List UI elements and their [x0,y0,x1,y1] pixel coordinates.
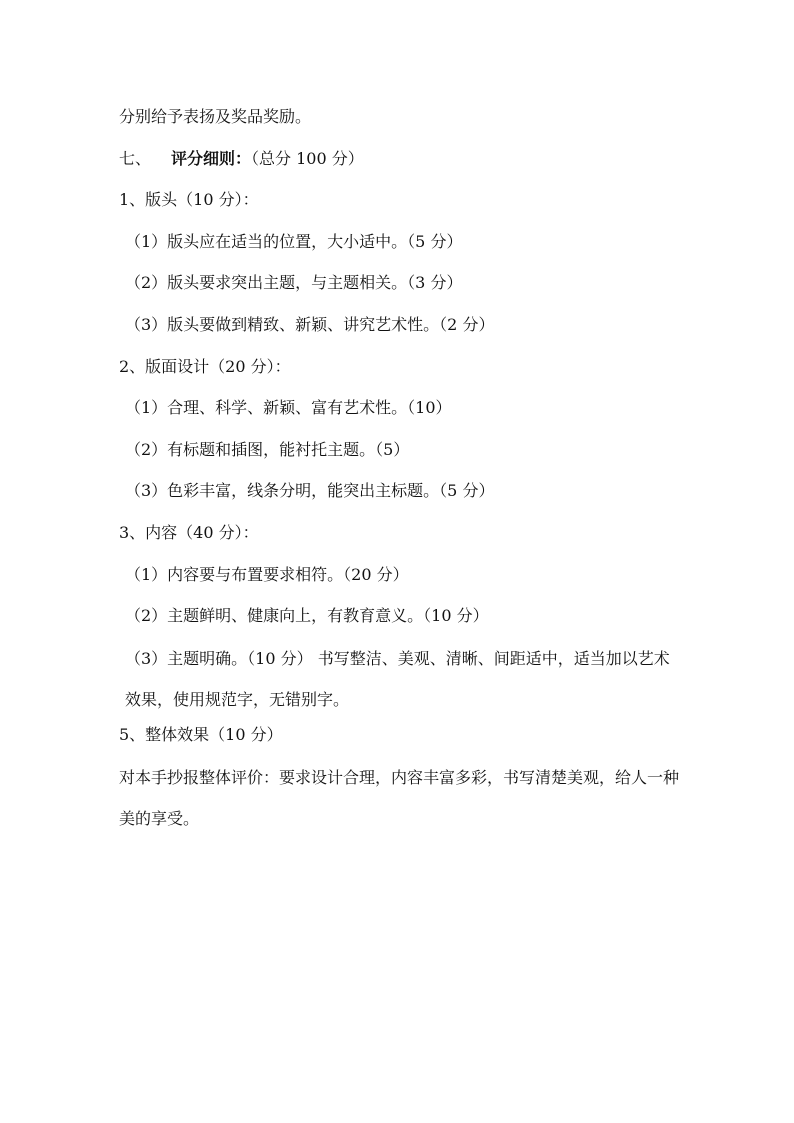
intro-paragraph: 分别给予表扬及奖品奖励。 [119,107,312,126]
criteria-item: （3）版头要做到精致、新颖、讲究艺术性。（2 分） [125,314,495,334]
section-number: 七、 [119,148,152,168]
document-body [119,103,679,840]
section-title: 评分细则： [171,148,252,168]
group-heading-content: 3、内容（40 分）： [119,522,259,542]
closing-paragraph: 对本手抄报整体评价：要求设计合理，内容丰富多彩，书写清楚美观，给人一种美的享受。 [119,767,680,829]
section-heading [119,145,679,187]
group-heading-banner: 1、版头（10 分）： [119,190,259,210]
criteria-item: （2）有标题和插图，能衬托主题。（5） [125,439,410,459]
group-heading-overall: 5、整体效果（10 分） [119,724,283,744]
criteria-item: （3）色彩丰富，线条分明，能突出主标题。（5 分） [125,481,495,501]
criteria-item: （1）内容要与布置要求相符。（20 分） [125,564,409,584]
section-total: （总分 100 分） [251,148,364,168]
criteria-item: （2）主题鲜明、健康向上，有教育意义。（10 分） [125,606,489,626]
group-heading-layout: 2、版面设计（20 分）： [119,356,291,376]
criteria-item: （1）版头应在适当的位置，大小适中。（5 分） [125,231,463,251]
criteria-item: （2）版头要求突出主题，与主题相关。（3 分） [125,273,463,293]
criteria-item: （1）合理、科学、新颖、富有艺术性。（10） [125,398,452,418]
criteria-item: （3）主题明确。（10 分） 书写整洁、美观、清晰、间距适中，适当加以艺术效果，使用规范字，无错别字。 [125,648,670,710]
